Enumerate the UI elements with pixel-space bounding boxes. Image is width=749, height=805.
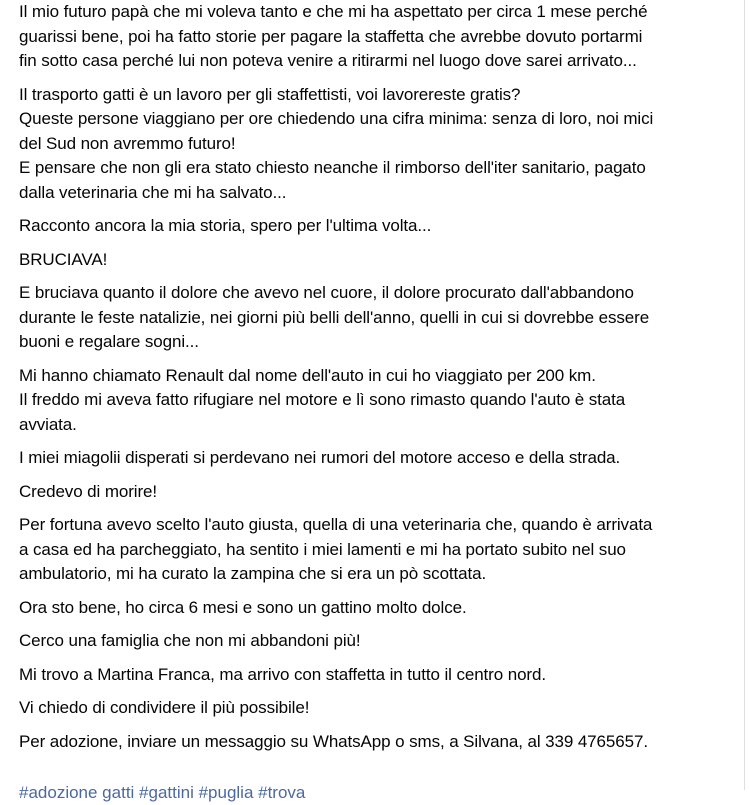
paragraph-line: Il freddo mi aveva fatto rifugiare nel motore e lì sono rimasto quando l'auto è stata <box>19 390 626 409</box>
paragraph-line: Vi chiedo di condividere il più possibile! <box>19 698 310 717</box>
paragraph-line: Per fortuna avevo scelto l'auto giusta, quella di una veterinaria che, quando è arrivata <box>19 515 653 534</box>
paragraph-line: Mi hanno chiamato Renault dal nome dell'auto in cui ho viaggiato per 200 km. <box>19 365 596 385</box>
post-paragraph <box>19 0 731 74</box>
paragraph-line: I miei miagolii disperati si perdevano nei rumori del motore acceso e della strada. <box>19 448 621 467</box>
paragraph-line: guarissi bene, poi ha fatto storie per pagare la staffetta che avrebbe dovuto portarmi <box>19 26 643 46</box>
paragraph-line: Cerco una famiglia che non mi abbandoni più! <box>19 631 361 650</box>
post-paragraph <box>19 663 731 688</box>
paragraph-line: a casa ed ha parcheggiato, ha sentito i miei lamenti e mi ha portato subito nel suo <box>19 539 626 559</box>
clipped-hashtag-line[interactable] <box>19 781 305 805</box>
post-paragraph <box>19 513 731 587</box>
paragraph-line: buoni e regalare sogni... <box>19 332 199 351</box>
post-text-body <box>19 0 731 763</box>
paragraph-line: Per adozione, inviare un messaggio su WhatsApp o sms, a Silvana, al 339 4765657. <box>19 731 648 751</box>
paragraph-line: del Sud non avremmo futuro! <box>19 133 236 153</box>
paragraph-line: ambulatorio, mi ha curato la zampina che si era un pò scottata. <box>19 564 487 583</box>
paragraph-line: Il trasporto gatti è un lavoro per gli staffettisti, voi lavorereste gratis? <box>19 84 521 104</box>
paragraph-line: avviata. <box>19 414 77 434</box>
paragraph-line: Queste persone viaggiano per ore chiedendo una cifra minima: senza di loro, noi mici <box>19 109 654 128</box>
paragraph-line: Mi trovo a Martina Franca, ma arrivo con staffetta in tutto il centro nord. <box>19 664 546 684</box>
paragraph-line: Il mio futuro papà che mi voleva tanto e che mi ha aspettato per circa 1 mese perché <box>19 2 648 21</box>
post-paragraph <box>19 364 731 438</box>
post-paragraph <box>19 281 731 355</box>
paragraph-line: BRUCIAVA! <box>19 249 108 269</box>
post-paragraph <box>19 629 731 654</box>
paragraph-line: Racconto ancora la mia storia, spero per l'ultima volta... <box>19 216 432 235</box>
post-paragraph <box>19 730 731 755</box>
paragraph-line: fin sotto casa perché lui non poteva venire a ritirarmi nel luogo dove sarei arrivato... <box>19 51 637 70</box>
paragraph-line: Ora sto bene, ho circa 6 mesi e sono un gattino molto dolce. <box>19 597 467 617</box>
post-paragraph <box>19 83 731 206</box>
paragraph-line: E pensare che non gli era stato chiesto neanche il rimborso dell'iter sanitario, pagato <box>19 158 646 177</box>
paragraph-line: E bruciava quanto il dolore che avevo nel cuore, il dolore procurato dall'abbandono <box>19 283 634 302</box>
post-paragraph <box>19 480 731 505</box>
paragraph-line: Credevo di morire! <box>19 481 158 501</box>
post-paragraph <box>19 696 731 721</box>
paragraph-line: dalla veterinaria che mi ha salvato... <box>19 182 287 202</box>
post-paragraph <box>19 596 731 621</box>
paragraph-line: durante le feste natalizie, nei giorni più belli dell'anno, quelli in cui si dovrebbe essere <box>19 307 650 327</box>
hashtag-text[interactable]: #adozione gatti #gattini #puglia #trova <box>19 783 306 802</box>
post-paragraph <box>19 214 731 239</box>
post-paragraph <box>19 248 731 273</box>
post-paragraph <box>19 446 731 471</box>
